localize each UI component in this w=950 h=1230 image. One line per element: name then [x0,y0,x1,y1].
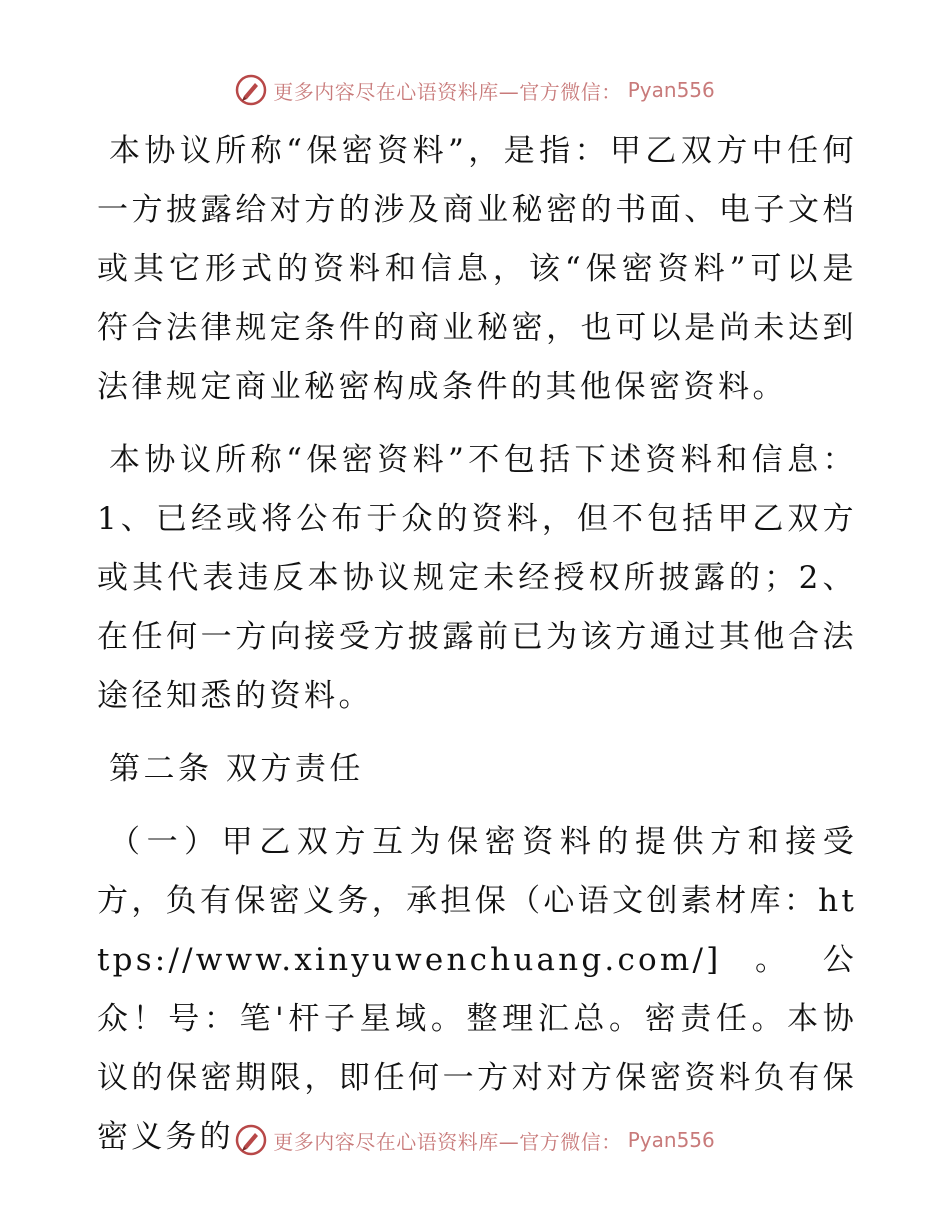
section-heading: 第二条 双方责任 [109,751,364,787]
document-body [97,122,857,1167]
banner-handle: Pyan556 [627,1128,715,1152]
footer-banner [0,1120,950,1160]
banner-text: 更多内容尽在心语资料库—官方微信： [273,79,622,104]
banner-handle: Pyan556 [627,78,715,102]
paragraph-definition: 本协议所称“保密资料”，是指：甲乙双方中任何一方披露给对方的涉及商业秘密的书面、电子文档或其它形式的资料和信息，该“保密资料”可以是符合法律规定条件的商业秘密，也可以是尚未达到法律规定商业秘密构成条件的其他保密资料。 [97,133,857,405]
header-banner [0,70,950,110]
logo-icon [235,1124,267,1156]
logo-icon [235,74,267,106]
paragraph-responsibility: （一）甲乙双方互为保密资料的提供方和接受方，负有保密义务，承担保（心语文创素材库：https://www.xinyuwenchuang.com/]。公众！号：笔'杆子星域。整理汇总。密责任。本协议的保密期限，即任何一方对对方保密资料负有保密义务的 [97,824,857,1155]
banner-text: 更多内容尽在心语资料库—官方微信： [273,1129,622,1154]
paragraph-exclusions: 本协议所称“保密资料”不包括下述资料和信息：1、已经或将公布于众的资料，但不包括甲乙双方或其代表违反本协议规定未经授权所披露的；2、在任何一方向接受方披露前已为该方通过其他合法途径知悉的资料。 [97,442,857,714]
